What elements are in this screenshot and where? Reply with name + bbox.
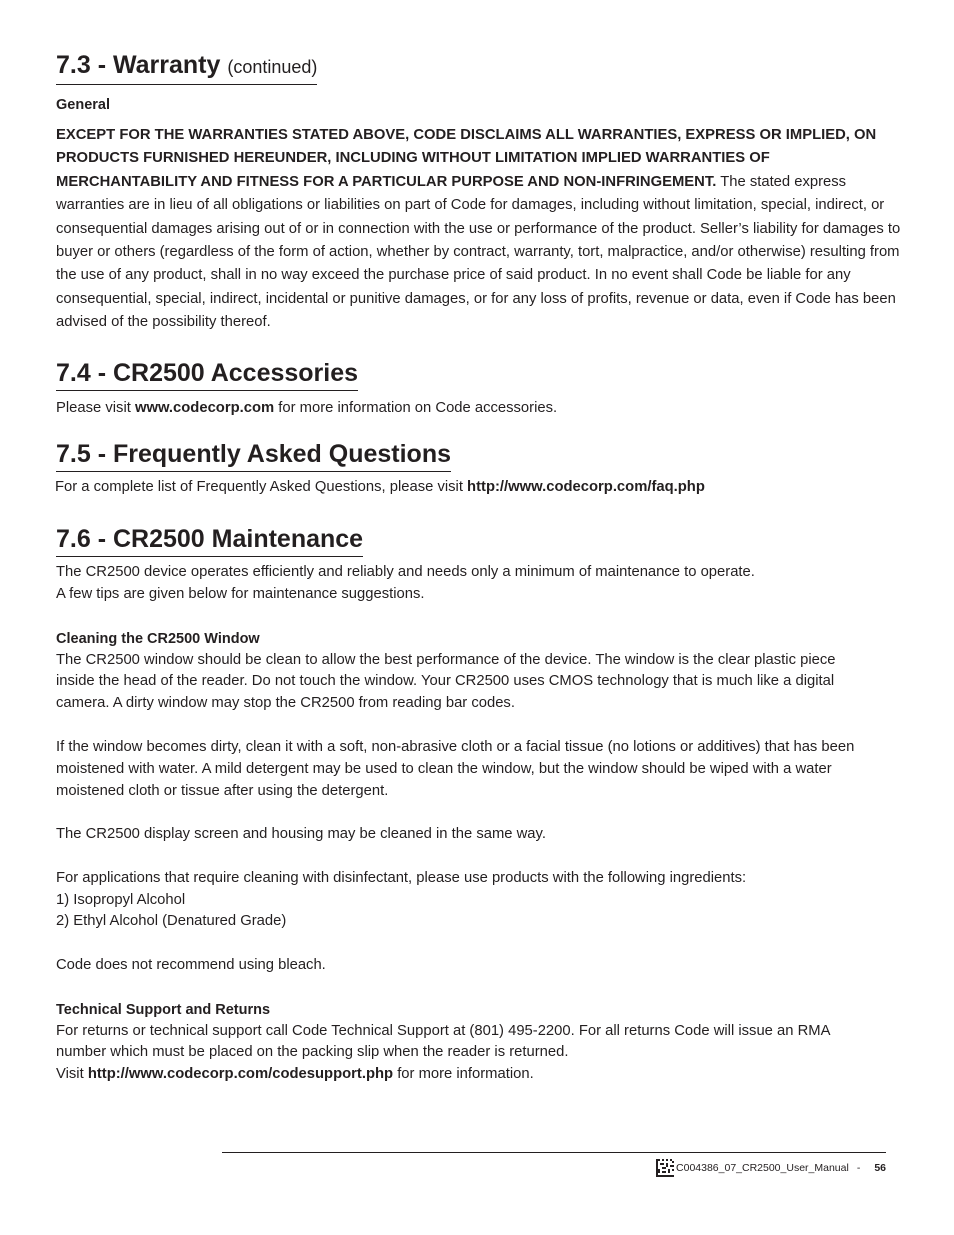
subheading-tech-support: Technical Support and Returns — [56, 1002, 271, 1018]
support-line3 — [56, 1064, 534, 1086]
accessories-text-after: for more information on Code accessories. — [274, 400, 558, 416]
cleaning-line2: inside the head of the reader. Do not touch the window. Your CR2500 uses CMOS technology that is much like a digital — [56, 673, 835, 689]
heading-continued: (continued) — [227, 57, 318, 77]
disclaimer-body-text: The stated express warranties are in lieu of all obligations or liabilities on part of Code for damages, including without limitation, special, indirect, or consequential damages arising out of or in connection with the use or performance of the product. Seller’s liability for damages to buyer or others (regardless of the form of action, whether by contract, warranty, tort, malpractice, and/or otherwise) resulting from the use of any product, shall in no way exceed the purchase price of said product. In no event shall Code be liable for any consequential, special, indirect, incidental or punitive damages, or for any loss of profits, revenue or data, even if Code has been advised of the possibility thereof. — [56, 173, 901, 331]
section-heading-maintenance: 7.6 - CR2500 Maintenance — [56, 524, 363, 557]
dirty-window-line3: moistened cloth or tissue after using the detergent. — [56, 783, 389, 799]
footer-rule — [222, 1152, 886, 1153]
maintenance-intro-line1: The CR2500 device operates efficiently and reliably and needs only a minimum of maintenance to operate. — [56, 564, 755, 580]
maintenance-intro-line2: A few tips are given below for maintenance suggestions. — [56, 586, 425, 602]
support-after-text: for more information. — [393, 1066, 534, 1082]
heading-text: 7.3 - Warranty — [56, 51, 221, 79]
subheading-general: General — [56, 97, 110, 113]
section-heading-accessories: 7.4 - CR2500 Accessories — [56, 358, 358, 391]
footer-doc-id: C004386_07_CR2500_User_Manual — [676, 1162, 849, 1174]
support-line1: For returns or technical support call Code Technical Support at (801) 495-2200. For all returns Code will issue an RMA — [56, 1023, 831, 1039]
faq-paragraph — [55, 477, 705, 499]
disclaimer-bold-text: EXCEPT FOR THE WARRANTIES STATED ABOVE, CODE DISCLAIMS ALL WARRANTIES, EXPRESS OR IMPLIED, ON PRODUCTS FURNISHED HEREUNDER, INCLUDING WITHOUT LIMITATION IMPLIED WARRANTIES OF MERCHANTABILITY AND FITNESS FOR A PARTICULAR PURPOSE AND NON-INFRINGEMENT. — [56, 127, 877, 190]
footer-separator: - — [856, 1162, 861, 1174]
faq-link[interactable]: http://www.codecorp.com/faq.php — [467, 479, 705, 495]
subheading-cleaning-window: Cleaning the CR2500 Window — [56, 631, 260, 647]
disinfectant-line: For applications that require cleaning with disinfectant, please use products with the following ingredients: — [56, 870, 747, 886]
support-line2: number which must be placed on the packing slip when the reader is returned. — [56, 1044, 569, 1060]
cleaning-line1: The CR2500 window should be clean to allow the best performance of the device. The window is the clear plastic piece — [56, 652, 836, 668]
section-heading-warranty — [56, 50, 317, 85]
faq-text: For a complete list of Frequently Asked Questions, please visit — [55, 479, 468, 495]
support-link[interactable]: http://www.codecorp.com/codesupport.php — [87, 1066, 394, 1082]
ingredient-item-1: 1) Isopropyl Alcohol — [56, 892, 186, 908]
warranty-disclaimer-paragraph — [56, 124, 902, 335]
support-visit-text: Visit — [56, 1066, 88, 1082]
bleach-line: Code does not recommend using bleach. — [56, 957, 326, 973]
accessories-text: Please visit — [56, 400, 135, 416]
section-heading-faq: 7.5 - Frequently Asked Questions — [56, 439, 451, 472]
datamatrix-icon — [656, 1159, 674, 1177]
accessories-paragraph — [56, 398, 557, 420]
page-number: 56 — [874, 1162, 886, 1174]
ingredient-item-2: 2) Ethyl Alcohol (Denatured Grade) — [56, 913, 287, 929]
page-footer — [656, 1158, 886, 1178]
accessories-link[interactable]: www.codecorp.com — [134, 400, 275, 416]
dirty-window-line2: moistened with water. A mild detergent may be used to clean the window, but the window should be wiped with a water — [56, 761, 832, 777]
cleaning-line3: camera. A dirty window may stop the CR2500 from reading bar codes. — [56, 695, 515, 711]
dirty-window-line1: If the window becomes dirty, clean it with a soft, non-abrasive cloth or a facial tissue (no lotions or additives) that has been — [56, 739, 855, 755]
display-housing-line: The CR2500 display screen and housing may be cleaned in the same way. — [56, 826, 546, 842]
